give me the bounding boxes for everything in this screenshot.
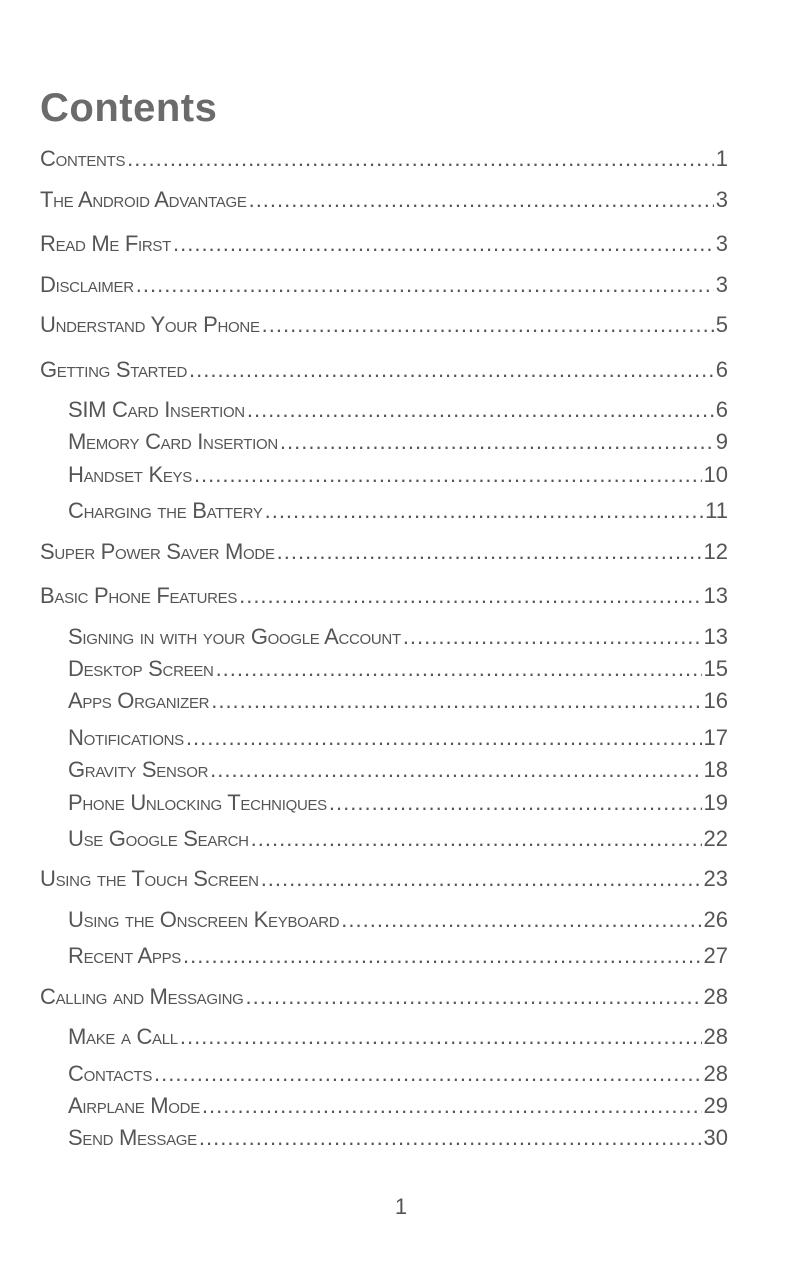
toc-entry-label: Handset Keys bbox=[68, 462, 192, 487]
toc-dot-leader bbox=[189, 357, 714, 383]
toc-entry-page: 5 bbox=[715, 312, 728, 337]
toc-entry-phone-unlocking-techniques[interactable] bbox=[68, 786, 728, 816]
page-number: 1 bbox=[394, 1194, 408, 1219]
toc-dot-leader bbox=[280, 429, 714, 455]
toc-dot-leader bbox=[173, 231, 714, 257]
toc-dot-leader bbox=[186, 725, 702, 751]
toc-entry-make-a-call[interactable] bbox=[68, 1020, 728, 1050]
toc-entry-label: Charging the Battery bbox=[68, 498, 263, 523]
toc-entry-page: 26 bbox=[703, 907, 728, 932]
toc-dot-leader bbox=[247, 397, 714, 423]
toc-entry-label: Use Google Search bbox=[68, 826, 249, 851]
toc-entry-airplane-mode[interactable] bbox=[68, 1089, 728, 1119]
page-title: Contents bbox=[40, 86, 218, 130]
toc-entry-page: 1 bbox=[715, 146, 728, 171]
toc-dot-leader bbox=[136, 272, 714, 298]
toc-entry-charging-the-battery[interactable] bbox=[68, 494, 728, 524]
toc-entry-label: Using the Onscreen Keyboard bbox=[68, 907, 340, 932]
toc-entry-label: Send Message bbox=[68, 1125, 197, 1150]
toc-entry-android-advantage[interactable] bbox=[40, 183, 728, 213]
toc-entry-label: Contents bbox=[40, 146, 126, 171]
toc-entry-page: 3 bbox=[715, 231, 728, 256]
toc-entry-label: Super Power Saver Mode bbox=[40, 539, 275, 564]
toc-entry-page: 28 bbox=[703, 984, 728, 1009]
toc-entry-handset-keys[interactable] bbox=[68, 458, 728, 488]
toc-entry-memory-card-insertion[interactable] bbox=[68, 425, 728, 455]
toc-entry-label: Recent Apps bbox=[68, 943, 182, 968]
toc-entry-page: 13 bbox=[703, 583, 728, 608]
toc-dot-leader bbox=[251, 826, 702, 852]
toc-entry-page: 18 bbox=[703, 757, 728, 782]
toc-entry-page: 6 bbox=[715, 397, 728, 422]
toc-dot-leader bbox=[199, 1125, 702, 1151]
toc-entry-desktop-screen[interactable] bbox=[68, 652, 728, 682]
toc-entry-label: Understand Your Phone bbox=[40, 312, 260, 337]
toc-entry-label: Phone Unlocking Techniques bbox=[68, 790, 327, 815]
toc-entry-label: SIM Card Insertion bbox=[68, 397, 245, 422]
toc-dot-leader bbox=[127, 146, 714, 172]
toc-entry-page: 16 bbox=[703, 688, 728, 713]
toc-dot-leader bbox=[403, 624, 702, 650]
toc-entry-read-me-first[interactable] bbox=[40, 227, 728, 257]
toc-entry-label: Getting Started bbox=[40, 357, 188, 382]
toc-dot-leader bbox=[249, 187, 714, 213]
toc-dot-leader bbox=[246, 984, 702, 1010]
toc-entry-contents[interactable] bbox=[40, 142, 728, 172]
toc-dot-leader bbox=[329, 790, 702, 816]
toc-dot-leader bbox=[341, 907, 701, 933]
toc-entry-page: 28 bbox=[703, 1061, 728, 1086]
toc-entry-page: 28 bbox=[703, 1024, 728, 1049]
toc-dot-leader bbox=[180, 1024, 702, 1050]
toc-entry-label: Disclaimer bbox=[40, 272, 134, 297]
toc-dot-leader bbox=[202, 1093, 702, 1119]
toc-entry-label: Read Me First bbox=[40, 231, 171, 256]
toc-dot-leader bbox=[239, 583, 701, 609]
toc-dot-leader bbox=[216, 656, 702, 682]
toc-entry-page: 23 bbox=[703, 866, 728, 891]
toc-entry-send-message[interactable] bbox=[68, 1121, 728, 1151]
toc-entry-label: Using the Touch Screen bbox=[40, 866, 259, 891]
toc-entry-super-power-saver-mode[interactable] bbox=[40, 535, 728, 565]
toc-entry-page: 3 bbox=[715, 272, 728, 297]
toc-entry-contacts[interactable] bbox=[68, 1057, 728, 1087]
toc-entry-label: The Android Advantage bbox=[40, 187, 247, 212]
toc-entry-page: 30 bbox=[703, 1125, 728, 1150]
toc-entry-page: 3 bbox=[715, 187, 728, 212]
toc-entry-page: 29 bbox=[703, 1093, 728, 1118]
toc-dot-leader bbox=[277, 539, 702, 565]
toc-entry-calling-and-messaging[interactable] bbox=[40, 980, 728, 1010]
toc-entry-basic-phone-features[interactable] bbox=[40, 579, 728, 609]
toc-entry-label: Gravity Sensor bbox=[68, 757, 209, 782]
toc-entry-understand-your-phone[interactable] bbox=[40, 308, 728, 338]
toc-entry-label: Calling and Messaging bbox=[40, 984, 244, 1009]
toc-dot-leader bbox=[194, 462, 702, 488]
toc-entry-sim-card-insertion[interactable] bbox=[68, 393, 728, 423]
toc-entry-using-the-onscreen-keyboard[interactable] bbox=[68, 903, 728, 933]
toc-entry-page: 10 bbox=[703, 462, 728, 487]
toc-entry-label: Airplane Mode bbox=[68, 1093, 200, 1118]
toc-entry-page: 12 bbox=[703, 539, 728, 564]
toc-dot-leader bbox=[265, 498, 704, 524]
toc-dot-leader bbox=[211, 688, 701, 714]
toc-entry-getting-started[interactable] bbox=[40, 353, 728, 383]
toc-entry-using-the-touch-screen[interactable] bbox=[40, 862, 728, 892]
toc-entry-label: Notifications bbox=[68, 725, 184, 750]
toc-entry-page: 13 bbox=[703, 624, 728, 649]
toc-entry-label: Basic Phone Features bbox=[40, 583, 238, 608]
toc-entry-signing-in-google-account[interactable] bbox=[68, 620, 728, 650]
toc-entry-recent-apps[interactable] bbox=[68, 939, 728, 969]
toc-entry-label: Signing in with your Google Account bbox=[68, 624, 401, 649]
toc-dot-leader bbox=[261, 866, 702, 892]
toc-entry-page: 15 bbox=[703, 656, 728, 681]
toc-entry-page: 19 bbox=[703, 790, 728, 815]
toc-entry-label: Make a Call bbox=[68, 1024, 178, 1049]
toc-dot-leader bbox=[154, 1061, 701, 1087]
toc-entry-notifications[interactable] bbox=[68, 721, 728, 751]
toc-dot-leader bbox=[183, 943, 702, 969]
toc-entry-apps-organizer[interactable] bbox=[68, 684, 728, 714]
toc-entry-page: 6 bbox=[715, 357, 728, 382]
toc-entry-page: 9 bbox=[715, 429, 728, 454]
toc-dot-leader bbox=[210, 757, 701, 783]
toc-dot-leader bbox=[262, 312, 714, 338]
toc-entry-page: 11 bbox=[705, 498, 728, 523]
toc-entry-use-google-search[interactable] bbox=[68, 822, 728, 852]
toc-entry-page: 22 bbox=[703, 826, 728, 851]
toc-entry-label: Desktop Screen bbox=[68, 656, 214, 681]
toc-entry-page: 27 bbox=[703, 943, 728, 968]
toc-entry-label: Apps Organizer bbox=[68, 688, 210, 713]
toc-entry-label: Contacts bbox=[68, 1061, 153, 1086]
toc-entry-gravity-sensor[interactable] bbox=[68, 753, 728, 783]
toc-entry-page: 17 bbox=[703, 725, 728, 750]
toc-entry-disclaimer[interactable] bbox=[40, 268, 728, 298]
toc-entry-label: Memory Card Insertion bbox=[68, 429, 278, 454]
